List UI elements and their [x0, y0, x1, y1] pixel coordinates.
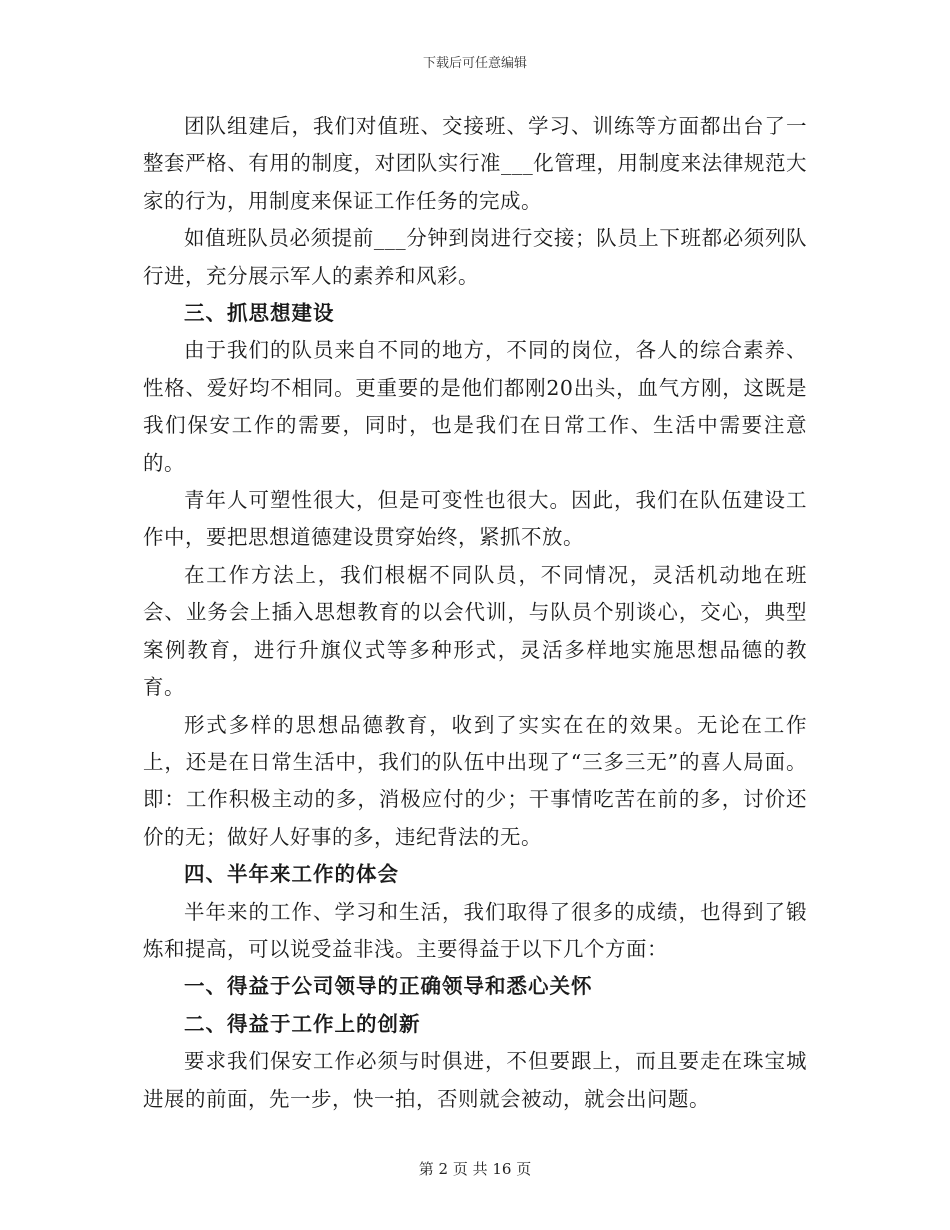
- page-header: 下载后可任意编辑: [422, 56, 527, 71]
- paragraph: 在工作方法上，我们根椐不同队员，不同情况，灵活机动地在班会、业务会上插入思想教育的以会代训，与队员个别谈心，交心，典型案例教育，进行升旗仪式等多种形式，灵活多样地实施思想品德的教育。: [143, 562, 807, 700]
- sub-heading: 二、得益于工作上的创新: [184, 1011, 421, 1036]
- document-body: [143, 108, 807, 1118]
- page-number: 第 2 页 共 16 页: [418, 1160, 532, 1178]
- sub-heading: 一、得益于公司领导的正确领导和悉心关怀: [184, 974, 593, 999]
- paragraph: 如值班队员必须提前___分钟到岗进行交接；队员上下班都必须列队行进，充分展示军人的素养和风彩。: [143, 226, 807, 288]
- paragraph: 形式多样的思想品德教育，收到了实实在在的效果。无论在工作上，还是在日常生活中，我们的队伍中出现了“三多三无”的喜人局面。即：工作积极主动的多，消极应付的少；干事情吃苦在前的多，讨价还价的无；做好人好事的多，违纪背法的无。: [143, 712, 807, 849]
- paragraph: 由于我们的队员来自不同的地方，不同的岗位，各人的综合素养、性格、爱好均不相同。更重要的是他们都刚20出头，血气方刚，这既是我们保安工作的需要，同时，也是我们在日常工作、生活中需要注意的。: [143, 338, 807, 475]
- paragraph: 要求我们保安工作必须与时俱进，不但要跟上，而且要走在珠宝城进展的前面，先一步，快一拍，否则就会被动，就会出问题。: [143, 1049, 807, 1111]
- paragraph: 团队组建后，我们对值班、交接班、学习、训练等方面都出台了一整套严格、有用的制度，对团队实行准___化管理，用制度来法律规范大家的行为，用制度来保证工作任务的完成。: [143, 114, 807, 213]
- section-heading: 四、半年来工作的体会: [184, 862, 399, 887]
- section-heading: 三、抓思想建设: [184, 301, 335, 326]
- paragraph: 半年来的工作、学习和生活，我们取得了很多的成绩，也得到了锻炼和提高，可以说受益非浅。主要得益于以下几个方面：: [143, 899, 807, 961]
- paragraph: 青年人可塑性很大，但是可变性也很大。因此，我们在队伍建设工作中，要把思想道德建设贯穿始终，紧抓不放。: [143, 488, 807, 550]
